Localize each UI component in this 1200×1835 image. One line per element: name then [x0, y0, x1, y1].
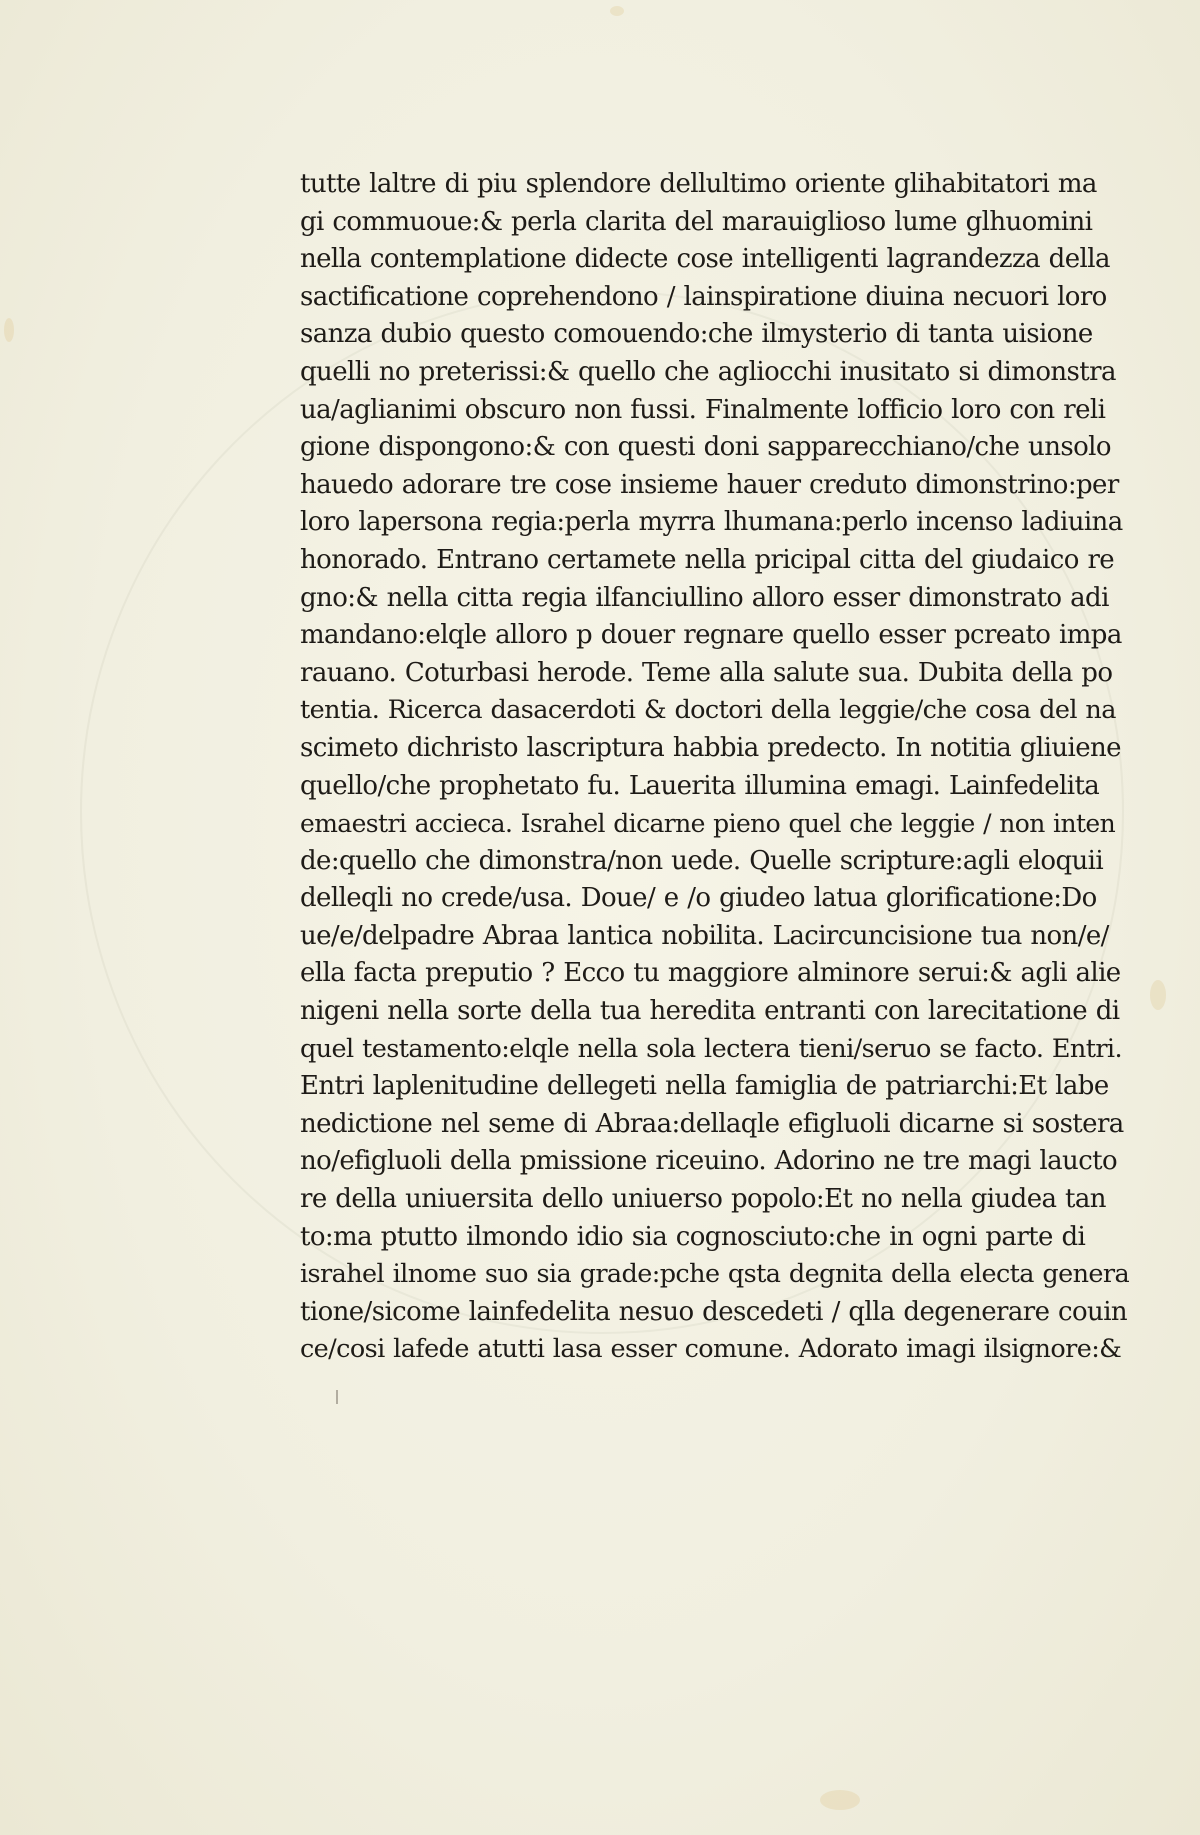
text-line: gione dispongono:& con questi doni sapparecchiano/che unsolo	[300, 432, 1111, 463]
text-line: rauano. Coturbasi herode. Teme alla salute sua. Dubita della po	[300, 657, 1113, 688]
ink-mark	[336, 1390, 338, 1404]
text-line: ua/aglianimi obscuro non fussi. Finalmente lofficio loro con reli	[300, 394, 1106, 425]
text-line: delleqli no crede/usa. Doue/ e /o giudeo latua glorificatione:Do	[300, 883, 1097, 914]
text-line: ella facta preputio ? Ecco tu maggiore alminore serui:& agli alie	[300, 958, 1121, 989]
text-line: gno:& nella citta regia ilfanciullino alloro esser dimonstrato adi	[300, 582, 1109, 613]
text-block	[300, 166, 1130, 1369]
text-line: tentia. Ricerca dasacerdoti & doctori della leggie/che cosa del na	[300, 695, 1116, 726]
text-line: quelli no preterissi:& quello che agliocchi inusitato si dimonstra	[300, 356, 1116, 387]
text-line: israhel ilnome suo sia grade:pche qsta degnita della electa genera	[300, 1259, 1130, 1290]
foxing-stain	[610, 6, 624, 16]
text-line: quello/che prophetato fu. Lauerita illumina emagi. Lainfedelita	[300, 770, 1100, 801]
text-line: to:ma ptutto ilmondo idio sia cognosciuto:che in ogni parte di	[300, 1221, 1086, 1252]
text-line: nigeni nella sorte della tua heredita entranti con larecitatione di	[300, 996, 1120, 1027]
text-line: loro lapersona regia:perla myrra lhumana:perlo incenso ladiuina	[300, 507, 1123, 538]
text-line: honorado. Entrano certamete nella pricipal citta del giudaico re	[300, 544, 1115, 575]
text-line: tione/sicome lainfedelita nesuo descedeti / qlla degenerare couin	[300, 1296, 1128, 1327]
text-line: nella contemplatione didecte cose intelligenti lagrandezza della	[300, 244, 1110, 275]
text-line: no/efigluoli della pmissione riceuino. Adorino ne tre magi laucto	[300, 1146, 1118, 1177]
text-line: hauedo adorare tre cose insieme hauer creduto dimonstrino:per	[300, 469, 1119, 500]
text-line: ue/e/delpadre Abraa lantica nobilita. Lacircuncisione tua non/e/	[300, 920, 1109, 951]
text-line: gi commuoue:& perla clarita del marauiglioso lume glhuomini	[300, 206, 1093, 237]
text-line: nedictione nel seme di Abraa:dellaqle efigluoli dicarne si sostera	[300, 1108, 1124, 1139]
text-line: sanza dubio questo comouendo:che ilmysterio di tanta uisione	[300, 319, 1093, 350]
text-line: Entri laplenitudine dellegeti nella famiglia de patriarchi:Et labe	[300, 1071, 1109, 1102]
foxing-stain	[820, 1790, 860, 1810]
text-line: quel testamento:elqle nella sola lectera tieni/seruo se facto. Entri.	[300, 1033, 1122, 1064]
foxing-stain	[1150, 980, 1166, 1010]
text-line: ce/cosi lafede atutti lasa esser comune. Adorato imagi ilsignore:&	[300, 1334, 1122, 1365]
text-line: scimeto dichristo lascriptura habbia predecto. In notitia gliuiene	[300, 732, 1121, 763]
text-line: mandano:elqle alloro p douer regnare quello esser pcreato impa	[300, 620, 1122, 651]
text-line: sactificatione coprehendono / lainspiratione diuina necuori loro	[300, 281, 1107, 312]
text-line: de:quello che dimonstra/non uede. Quelle scripture:agli eloquii	[300, 845, 1104, 876]
text-line: re della uniuersita dello uniuerso popolo:Et no nella giudea tan	[300, 1184, 1106, 1215]
text-line: emaestri accieca. Israhel dicarne pieno quel che leggie / non inten	[300, 809, 1116, 839]
foxing-stain	[4, 318, 14, 342]
text-line: tutte laltre di piu splendore dellultimo oriente glihabitatori ma	[300, 169, 1097, 199]
